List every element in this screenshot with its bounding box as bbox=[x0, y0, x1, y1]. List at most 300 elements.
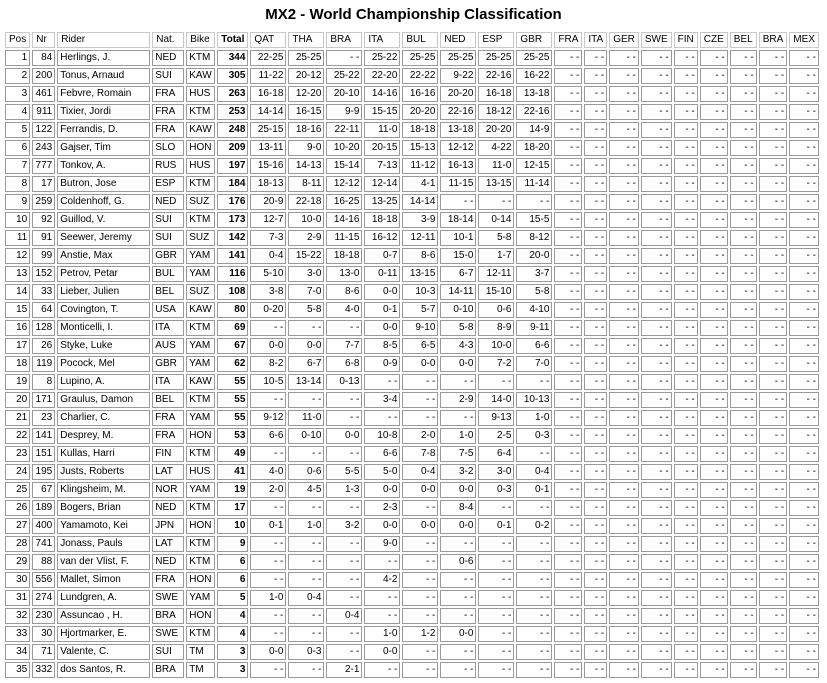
col-header-event[interactable]: NED bbox=[440, 32, 476, 48]
result-cell: 14-9 bbox=[516, 122, 552, 138]
result-cell: - - bbox=[641, 554, 672, 570]
rider-cell[interactable]: Covington, T. bbox=[57, 302, 150, 318]
nation-cell: FRA bbox=[152, 410, 184, 426]
rider-cell[interactable]: Tonus, Arnaud bbox=[57, 68, 150, 84]
result-cell: - - bbox=[730, 302, 757, 318]
result-cell: - - bbox=[641, 338, 672, 354]
bike-cell: TM bbox=[186, 662, 215, 678]
result-cell: 18-13 bbox=[250, 176, 286, 192]
result-cell: 13-15 bbox=[402, 266, 438, 282]
result-cell: - - bbox=[674, 644, 698, 660]
result-cell: - - bbox=[288, 320, 324, 336]
result-cell: 5-8 bbox=[288, 302, 324, 318]
result-cell: 7-5 bbox=[440, 446, 476, 462]
rider-cell[interactable]: Herlings, J. bbox=[57, 50, 150, 66]
result-cell: - - bbox=[674, 464, 698, 480]
result-cell: - - bbox=[700, 626, 728, 642]
result-cell: - - bbox=[364, 554, 400, 570]
result-cell: 10-20 bbox=[326, 140, 362, 156]
result-cell: - - bbox=[759, 68, 788, 84]
result-cell: 3-2 bbox=[440, 464, 476, 480]
result-cell: 16-22 bbox=[516, 68, 552, 84]
position-cell: 20 bbox=[5, 392, 30, 408]
result-cell: 22-11 bbox=[326, 122, 362, 138]
result-cell: - - bbox=[554, 626, 582, 642]
result-cell: 18-20 bbox=[516, 140, 552, 156]
rider-cell[interactable]: Valente, C. bbox=[57, 644, 150, 660]
table-row bbox=[5, 464, 819, 480]
result-cell: - - bbox=[789, 140, 819, 156]
rider-cell[interactable]: Guillod, V. bbox=[57, 212, 150, 228]
result-cell: - - bbox=[730, 590, 757, 606]
result-cell: 6-5 bbox=[402, 338, 438, 354]
table-row bbox=[5, 302, 819, 318]
result-cell: 2-5 bbox=[478, 428, 514, 444]
rider-cell[interactable]: Lupino, A. bbox=[57, 374, 150, 390]
col-header-bike[interactable]: Bike bbox=[186, 32, 215, 48]
result-cell: - - bbox=[759, 374, 788, 390]
result-cell: - - bbox=[326, 446, 362, 462]
rider-cell[interactable]: Pocock, Mel bbox=[57, 356, 150, 372]
total-cell: 6 bbox=[217, 554, 248, 570]
result-cell: 0-4 bbox=[326, 608, 362, 624]
result-cell: - - bbox=[730, 50, 757, 66]
col-header-event[interactable]: MEX bbox=[789, 32, 819, 48]
rider-cell[interactable]: Gajser, Tim bbox=[57, 140, 150, 156]
rider-cell[interactable]: Butron, Jose bbox=[57, 176, 150, 192]
result-cell: 4-1 bbox=[402, 176, 438, 192]
result-cell: - - bbox=[584, 140, 607, 156]
col-header-pos[interactable]: Pos bbox=[5, 32, 30, 48]
result-cell: 0-2 bbox=[516, 518, 552, 534]
result-cell: - - bbox=[609, 230, 639, 246]
result-cell: 1-2 bbox=[402, 626, 438, 642]
result-cell: - - bbox=[641, 536, 672, 552]
rider-cell[interactable]: Mallet, Simon bbox=[57, 572, 150, 588]
bike-cell: YAM bbox=[186, 266, 215, 282]
col-header-event[interactable]: CZE bbox=[700, 32, 728, 48]
result-cell: 10-5 bbox=[250, 374, 286, 390]
col-header-event[interactable]: FIN bbox=[674, 32, 698, 48]
result-cell: - - bbox=[674, 392, 698, 408]
result-cell: 0-0 bbox=[364, 482, 400, 498]
result-cell: 25-25 bbox=[478, 50, 514, 66]
result-cell: 22-16 bbox=[516, 104, 552, 120]
result-cell: 7-3 bbox=[250, 230, 286, 246]
total-cell: 4 bbox=[217, 626, 248, 642]
result-cell: - - bbox=[730, 104, 757, 120]
result-cell: - - bbox=[730, 572, 757, 588]
rider-cell[interactable]: Tixier, Jordi bbox=[57, 104, 150, 120]
col-header-event[interactable]: THA bbox=[288, 32, 324, 48]
result-cell: - - bbox=[478, 662, 514, 678]
nation-cell: FIN bbox=[152, 446, 184, 462]
result-cell: - - bbox=[759, 320, 788, 336]
total-cell: 6 bbox=[217, 572, 248, 588]
table-row bbox=[5, 104, 819, 120]
result-cell: - - bbox=[641, 410, 672, 426]
position-cell: 11 bbox=[5, 230, 30, 246]
nation-cell: FRA bbox=[152, 572, 184, 588]
result-cell: - - bbox=[674, 662, 698, 678]
result-cell: - - bbox=[700, 554, 728, 570]
result-cell: 5-8 bbox=[440, 320, 476, 336]
result-cell: - - bbox=[730, 212, 757, 228]
result-cell: 0-6 bbox=[440, 554, 476, 570]
rider-cell[interactable]: Monticelli, I. bbox=[57, 320, 150, 336]
result-cell: - - bbox=[789, 392, 819, 408]
result-cell: - - bbox=[584, 374, 607, 390]
bike-cell: KTM bbox=[186, 536, 215, 552]
col-header-event[interactable]: GBR bbox=[516, 32, 552, 48]
table-row bbox=[5, 86, 819, 102]
result-cell: - - bbox=[730, 500, 757, 516]
result-cell: - - bbox=[730, 428, 757, 444]
col-header-event[interactable]: SWE bbox=[641, 32, 672, 48]
number-cell: 33 bbox=[32, 284, 55, 300]
result-cell: - - bbox=[641, 230, 672, 246]
rider-cell[interactable]: Jonass, Pauls bbox=[57, 536, 150, 552]
result-cell: - - bbox=[674, 230, 698, 246]
result-cell: - - bbox=[674, 590, 698, 606]
rider-cell[interactable]: dos Santos, R. bbox=[57, 662, 150, 678]
result-cell: - - bbox=[250, 572, 286, 588]
result-cell: - - bbox=[609, 266, 639, 282]
rider-cell[interactable]: Bogers, Brian bbox=[57, 500, 150, 516]
result-cell: - - bbox=[641, 572, 672, 588]
result-cell: 22-22 bbox=[402, 68, 438, 84]
rider-cell[interactable]: Styke, Luke bbox=[57, 338, 150, 354]
rider-cell[interactable]: Tonkov, A. bbox=[57, 158, 150, 174]
result-cell: - - bbox=[789, 608, 819, 624]
result-cell: - - bbox=[641, 320, 672, 336]
result-cell: 8-6 bbox=[402, 248, 438, 264]
result-cell: 0-4 bbox=[250, 248, 286, 264]
result-cell: - - bbox=[700, 482, 728, 498]
result-cell: - - bbox=[700, 500, 728, 516]
result-cell: - - bbox=[584, 554, 607, 570]
result-cell: - - bbox=[478, 644, 514, 660]
bike-cell: KTM bbox=[186, 626, 215, 642]
rider-cell[interactable]: Petrov, Petar bbox=[57, 266, 150, 282]
result-cell: - - bbox=[641, 392, 672, 408]
result-cell: - - bbox=[584, 608, 607, 624]
result-cell: 10-3 bbox=[402, 284, 438, 300]
result-cell: 12-11 bbox=[478, 266, 514, 282]
page-title: MX2 - World Championship Classification bbox=[265, 6, 562, 23]
result-cell: - - bbox=[326, 590, 362, 606]
result-cell: - - bbox=[700, 140, 728, 156]
result-cell: - - bbox=[759, 86, 788, 102]
col-header-event[interactable]: ESP bbox=[478, 32, 514, 48]
result-cell: - - bbox=[759, 662, 788, 678]
result-cell: 18-12 bbox=[478, 104, 514, 120]
result-cell: 11-22 bbox=[250, 68, 286, 84]
result-cell: 13-14 bbox=[288, 374, 324, 390]
col-header-event[interactable]: BRA bbox=[326, 32, 362, 48]
rider-cell[interactable]: Yamamoto, Kei bbox=[57, 518, 150, 534]
col-header-event[interactable]: ITA bbox=[584, 32, 607, 48]
result-cell: - - bbox=[789, 68, 819, 84]
result-cell: 6-6 bbox=[250, 428, 286, 444]
col-header-event[interactable]: QAT bbox=[250, 32, 286, 48]
rider-cell[interactable]: Lundgren, A. bbox=[57, 590, 150, 606]
position-cell: 6 bbox=[5, 140, 30, 156]
number-cell: 777 bbox=[32, 158, 55, 174]
result-cell: 18-14 bbox=[440, 212, 476, 228]
result-cell: - - bbox=[759, 266, 788, 282]
result-cell: 2-9 bbox=[288, 230, 324, 246]
rider-cell[interactable]: Anstie, Max bbox=[57, 248, 150, 264]
col-header-rider[interactable]: Rider bbox=[57, 32, 150, 48]
col-header-event[interactable]: FRA bbox=[554, 32, 582, 48]
result-cell: - - bbox=[789, 590, 819, 606]
result-cell: 11-0 bbox=[478, 158, 514, 174]
result-cell: - - bbox=[250, 608, 286, 624]
result-cell: - - bbox=[554, 338, 582, 354]
result-cell: - - bbox=[250, 500, 286, 516]
result-cell: 3-0 bbox=[288, 266, 324, 282]
bike-cell: HON bbox=[186, 572, 215, 588]
result-cell: 0-0 bbox=[326, 428, 362, 444]
rider-cell[interactable]: Hjortmarker, E. bbox=[57, 626, 150, 642]
rider-cell[interactable]: Assuncao , H. bbox=[57, 608, 150, 624]
total-cell: 80 bbox=[217, 302, 248, 318]
result-cell: - - bbox=[789, 572, 819, 588]
col-header-total[interactable]: Total bbox=[217, 32, 248, 48]
result-cell: - - bbox=[759, 284, 788, 300]
result-cell: - - bbox=[584, 266, 607, 282]
result-cell: - - bbox=[516, 536, 552, 552]
result-cell: - - bbox=[641, 446, 672, 462]
rider-cell[interactable]: Klingsheim, M. bbox=[57, 482, 150, 498]
result-cell: - - bbox=[641, 644, 672, 660]
rider-cell[interactable]: Desprey, M. bbox=[57, 428, 150, 444]
number-cell: 17 bbox=[32, 176, 55, 192]
result-cell: 0-3 bbox=[516, 428, 552, 444]
result-cell: - - bbox=[759, 392, 788, 408]
result-cell: 14-14 bbox=[402, 194, 438, 210]
result-cell: - - bbox=[609, 338, 639, 354]
result-cell: 20-12 bbox=[288, 68, 324, 84]
nation-cell: BUL bbox=[152, 266, 184, 282]
result-cell: - - bbox=[326, 644, 362, 660]
result-cell: - - bbox=[584, 104, 607, 120]
result-cell: 0-11 bbox=[364, 266, 400, 282]
rider-cell[interactable]: Ferrandis, D. bbox=[57, 122, 150, 138]
result-cell: - - bbox=[584, 302, 607, 318]
bike-cell: HON bbox=[186, 518, 215, 534]
rider-cell[interactable]: Coldenhoff, G. bbox=[57, 194, 150, 210]
result-cell: - - bbox=[609, 572, 639, 588]
result-cell: - - bbox=[674, 572, 698, 588]
result-cell: 7-2 bbox=[478, 356, 514, 372]
result-cell: - - bbox=[674, 302, 698, 318]
result-cell: - - bbox=[250, 392, 286, 408]
result-cell: 16-15 bbox=[288, 104, 324, 120]
result-cell: 0-9 bbox=[364, 356, 400, 372]
col-header-event[interactable]: BEL bbox=[730, 32, 757, 48]
total-cell: 108 bbox=[217, 284, 248, 300]
result-cell: - - bbox=[789, 158, 819, 174]
result-cell: - - bbox=[516, 590, 552, 606]
result-cell: - - bbox=[700, 410, 728, 426]
nation-cell: SLO bbox=[152, 140, 184, 156]
nation-cell: SWE bbox=[152, 626, 184, 642]
result-cell: - - bbox=[326, 320, 362, 336]
result-cell: - - bbox=[516, 626, 552, 642]
result-cell: 2-1 bbox=[326, 662, 362, 678]
result-cell: 14-16 bbox=[364, 86, 400, 102]
result-cell: - - bbox=[730, 608, 757, 624]
bike-cell: YAM bbox=[186, 248, 215, 264]
total-cell: 69 bbox=[217, 320, 248, 336]
result-cell: 10-1 bbox=[440, 230, 476, 246]
result-cell: - - bbox=[554, 284, 582, 300]
result-cell: - - bbox=[730, 248, 757, 264]
rider-cell[interactable]: Kullas, Harri bbox=[57, 446, 150, 462]
result-cell: - - bbox=[250, 626, 286, 642]
result-cell: - - bbox=[759, 302, 788, 318]
result-cell: - - bbox=[730, 392, 757, 408]
col-header-event[interactable]: BRA bbox=[759, 32, 788, 48]
result-cell: 0-10 bbox=[440, 302, 476, 318]
nation-cell: GBR bbox=[152, 248, 184, 264]
result-cell: - - bbox=[609, 410, 639, 426]
result-cell: - - bbox=[730, 374, 757, 390]
col-header-nat[interactable]: Nat. bbox=[152, 32, 184, 48]
result-cell: 6-6 bbox=[516, 338, 552, 354]
result-cell: - - bbox=[516, 572, 552, 588]
total-cell: 263 bbox=[217, 86, 248, 102]
result-cell: - - bbox=[641, 50, 672, 66]
rider-cell[interactable]: van der Vlist, F. bbox=[57, 554, 150, 570]
col-header-nr[interactable]: Nr bbox=[32, 32, 55, 48]
result-cell: 0-0 bbox=[288, 338, 324, 354]
rider-cell[interactable]: Justs, Roberts bbox=[57, 464, 150, 480]
number-cell: 911 bbox=[32, 104, 55, 120]
result-cell: 20-20 bbox=[440, 86, 476, 102]
result-cell: - - bbox=[730, 158, 757, 174]
result-cell: - - bbox=[609, 194, 639, 210]
result-cell: - - bbox=[674, 194, 698, 210]
result-cell: - - bbox=[730, 626, 757, 642]
total-cell: 344 bbox=[217, 50, 248, 66]
result-cell: - - bbox=[759, 212, 788, 228]
result-cell: - - bbox=[364, 608, 400, 624]
col-header-event[interactable]: BUL bbox=[402, 32, 438, 48]
bike-cell: KAW bbox=[186, 68, 215, 84]
number-cell: 332 bbox=[32, 662, 55, 678]
number-cell: 152 bbox=[32, 266, 55, 282]
result-cell: 0-10 bbox=[288, 428, 324, 444]
result-cell: 1-3 bbox=[326, 482, 362, 498]
result-cell: - - bbox=[789, 320, 819, 336]
result-cell: - - bbox=[730, 338, 757, 354]
table-row bbox=[5, 626, 819, 642]
result-cell: - - bbox=[584, 536, 607, 552]
result-cell: - - bbox=[759, 536, 788, 552]
rider-cell[interactable]: Febvre, Romain bbox=[57, 86, 150, 102]
result-cell: 5-8 bbox=[478, 230, 514, 246]
result-cell: - - bbox=[584, 644, 607, 660]
bike-cell: TM bbox=[186, 644, 215, 660]
result-cell: 3-4 bbox=[364, 392, 400, 408]
result-cell: 2-0 bbox=[250, 482, 286, 498]
result-cell: - - bbox=[700, 104, 728, 120]
result-cell: - - bbox=[674, 410, 698, 426]
result-cell: 22-18 bbox=[288, 194, 324, 210]
position-cell: 12 bbox=[5, 248, 30, 264]
result-cell: - - bbox=[641, 590, 672, 606]
result-cell: - - bbox=[641, 482, 672, 498]
result-cell: - - bbox=[609, 248, 639, 264]
result-cell: - - bbox=[700, 86, 728, 102]
result-cell: - - bbox=[759, 338, 788, 354]
result-cell: - - bbox=[478, 194, 514, 210]
bike-cell: YAM bbox=[186, 356, 215, 372]
number-cell: 91 bbox=[32, 230, 55, 246]
position-cell: 22 bbox=[5, 428, 30, 444]
result-cell: - - bbox=[789, 122, 819, 138]
result-cell: - - bbox=[584, 446, 607, 462]
result-cell: - - bbox=[478, 536, 514, 552]
table-row bbox=[5, 572, 819, 588]
result-cell: - - bbox=[609, 140, 639, 156]
result-cell: 13-18 bbox=[516, 86, 552, 102]
number-cell: 71 bbox=[32, 644, 55, 660]
result-cell: - - bbox=[674, 122, 698, 138]
result-cell: 14-11 bbox=[440, 284, 476, 300]
result-cell: - - bbox=[730, 446, 757, 462]
col-header-event[interactable]: GER bbox=[609, 32, 639, 48]
result-cell: 4-22 bbox=[478, 140, 514, 156]
bike-cell: KTM bbox=[186, 212, 215, 228]
rider-cell[interactable]: Graulus, Damon bbox=[57, 392, 150, 408]
result-cell: - - bbox=[609, 626, 639, 642]
bike-cell: YAM bbox=[186, 338, 215, 354]
nation-cell: BRA bbox=[152, 662, 184, 678]
result-cell: - - bbox=[609, 608, 639, 624]
result-cell: - - bbox=[674, 608, 698, 624]
result-cell: 9-13 bbox=[478, 410, 514, 426]
result-cell: - - bbox=[609, 536, 639, 552]
result-cell: - - bbox=[364, 410, 400, 426]
result-cell: - - bbox=[609, 86, 639, 102]
result-cell: - - bbox=[554, 140, 582, 156]
col-header-event[interactable]: ITA bbox=[364, 32, 400, 48]
bike-cell: HUS bbox=[186, 464, 215, 480]
result-cell: 15-10 bbox=[478, 284, 514, 300]
rider-cell[interactable]: Seewer, Jeremy bbox=[57, 230, 150, 246]
result-cell: 0-7 bbox=[364, 248, 400, 264]
table-row bbox=[5, 518, 819, 534]
result-cell: 20-0 bbox=[516, 248, 552, 264]
header-row bbox=[5, 32, 819, 48]
result-cell: - - bbox=[440, 644, 476, 660]
rider-cell[interactable]: Lieber, Julien bbox=[57, 284, 150, 300]
table-row bbox=[5, 500, 819, 516]
result-cell: - - bbox=[789, 248, 819, 264]
total-cell: 67 bbox=[217, 338, 248, 354]
position-cell: 15 bbox=[5, 302, 30, 318]
table-row bbox=[5, 356, 819, 372]
result-cell: 10-8 bbox=[364, 428, 400, 444]
result-cell: - - bbox=[402, 374, 438, 390]
result-cell: 6-7 bbox=[440, 266, 476, 282]
nation-cell: GBR bbox=[152, 356, 184, 372]
rider-cell[interactable]: Charlier, C. bbox=[57, 410, 150, 426]
